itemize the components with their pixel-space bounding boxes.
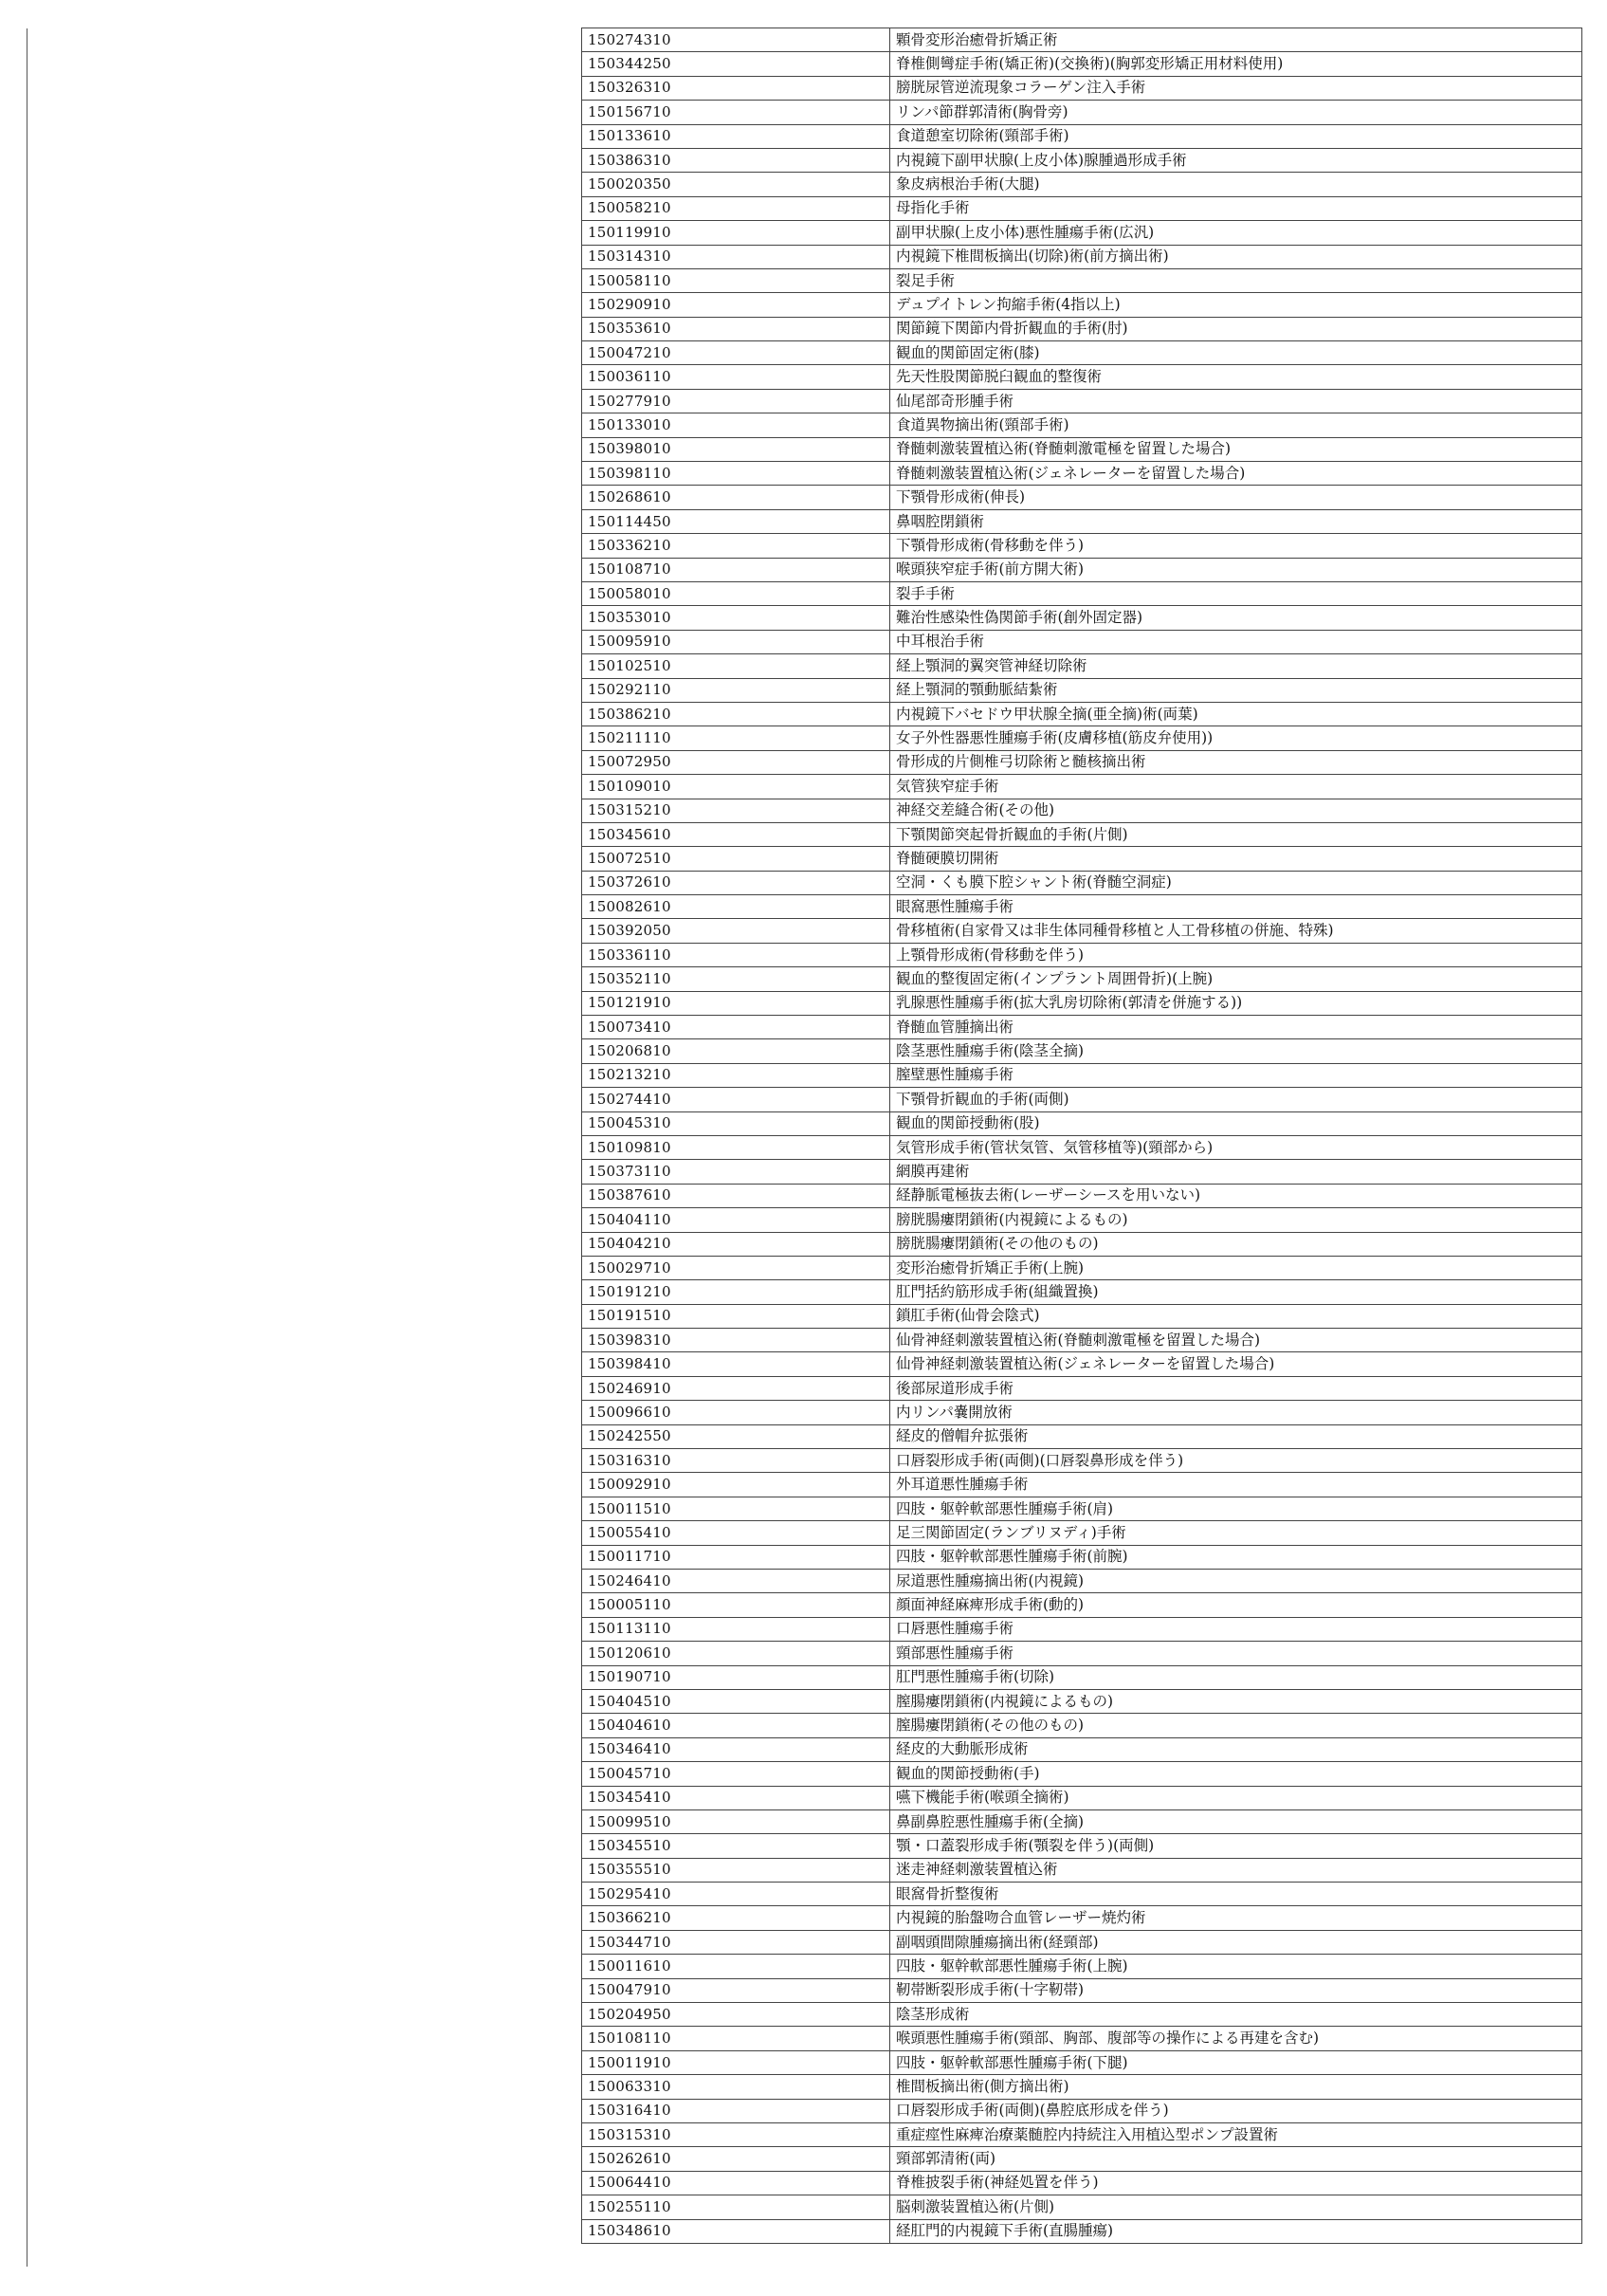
table-row — [582, 2122, 1582, 2146]
procedure-code-cell: 150277910 — [582, 389, 890, 413]
procedure-name-cell: 陰茎形成術 — [890, 2003, 1582, 2027]
procedure-code-cell: 150355510 — [582, 1858, 890, 1882]
procedure-name-cell: 内視鏡下バセドウ甲状腺全摘(亜全摘)術(両葉) — [890, 702, 1582, 726]
table-row — [582, 1449, 1582, 1473]
procedure-code-cell: 150005110 — [582, 1593, 890, 1617]
procedure-code-cell: 150326310 — [582, 76, 890, 100]
procedure-name-cell: 足三関節固定(ランブリヌディ)手術 — [890, 1521, 1582, 1545]
procedure-name-cell: 迷走神経刺激装置植込術 — [890, 1858, 1582, 1882]
procedure-code-cell: 150404510 — [582, 1689, 890, 1713]
table-row — [582, 173, 1582, 196]
procedure-name-cell: 脊髄刺激装置植込術(ジェネレーターを留置した場合) — [890, 462, 1582, 486]
procedure-name-cell: 陰茎悪性腫瘍手術(陰茎全摘) — [890, 1039, 1582, 1063]
procedure-code-cell: 150404210 — [582, 1232, 890, 1256]
table-row — [582, 101, 1582, 124]
table-row — [582, 606, 1582, 630]
procedure-code-cell: 150011510 — [582, 1497, 890, 1520]
table-row — [582, 895, 1582, 919]
table-row — [582, 558, 1582, 581]
table-row — [582, 654, 1582, 678]
procedure-name-cell: 重症痙性麻痺治療薬髄腔内持続注入用植込型ポンプ設置術 — [890, 2122, 1582, 2146]
procedure-name-cell: 鼻副鼻腔悪性腫瘍手術(全摘) — [890, 1809, 1582, 1833]
table-row — [582, 1642, 1582, 1665]
procedure-code-cell: 150246410 — [582, 1570, 890, 1593]
table-row — [582, 2050, 1582, 2074]
table-row — [582, 1329, 1582, 1352]
procedure-code-cell: 150119910 — [582, 221, 890, 245]
procedure-name-cell: 経静脈電極抜去術(レーザーシースを用いない) — [890, 1184, 1582, 1207]
procedure-name-cell: 口唇裂形成手術(両側)(口唇裂鼻形成を伴う) — [890, 1449, 1582, 1473]
procedure-code-cell: 150398410 — [582, 1352, 890, 1376]
procedure-code-cell: 150063310 — [582, 2075, 890, 2099]
procedure-name-cell: 経上顎洞的翼突管神経切除術 — [890, 654, 1582, 678]
procedure-name-cell: 上顎骨形成術(骨移動を伴う) — [890, 943, 1582, 966]
procedure-code-cell: 150352110 — [582, 967, 890, 991]
procedure-name-cell: 口唇悪性腫瘍手術 — [890, 1617, 1582, 1641]
table-row — [582, 2099, 1582, 2122]
table-row — [582, 775, 1582, 799]
procedure-name-cell: 内視鏡的胎盤吻合血管レーザー焼灼術 — [890, 1906, 1582, 1930]
procedure-code-cell: 150045710 — [582, 1762, 890, 1786]
procedure-name-cell: 四肢・躯幹軟部悪性腫瘍手術(肩) — [890, 1497, 1582, 1520]
table-row — [582, 196, 1582, 220]
table-row — [582, 76, 1582, 100]
procedure-name-cell: 網膜再建術 — [890, 1160, 1582, 1184]
procedure-name-cell: 母指化手術 — [890, 196, 1582, 220]
procedure-code-cell: 150274310 — [582, 28, 890, 52]
procedure-name-cell: 下顎骨形成術(骨移動を伴う) — [890, 534, 1582, 558]
table-row — [582, 1809, 1582, 1833]
procedure-code-cell: 150036110 — [582, 365, 890, 389]
procedure-code-cell: 150345510 — [582, 1834, 890, 1858]
procedure-name-cell: 脊髄硬膜切開術 — [890, 847, 1582, 871]
table-row — [582, 1545, 1582, 1569]
procedure-name-cell: 内視鏡下副甲状腺(上皮小体)腺腫過形成手術 — [890, 148, 1582, 172]
table-row — [582, 943, 1582, 966]
procedure-name-cell: 女子外性器悪性腫瘍手術(皮膚移植(筋皮弁使用)) — [890, 726, 1582, 750]
table-row — [582, 293, 1582, 317]
table-row — [582, 1208, 1582, 1232]
table-row — [582, 124, 1582, 148]
table-row — [582, 1063, 1582, 1087]
procedure-code-cell: 150109810 — [582, 1135, 890, 1159]
procedure-code-cell: 150353010 — [582, 606, 890, 630]
procedure-name-cell: 四肢・躯幹軟部悪性腫瘍手術(上腕) — [890, 1955, 1582, 1978]
table-row — [582, 1930, 1582, 1954]
table-row — [582, 1737, 1582, 1761]
procedure-name-cell: 四肢・躯幹軟部悪性腫瘍手術(前腕) — [890, 1545, 1582, 1569]
procedure-code-cell: 150108710 — [582, 558, 890, 581]
table-row — [582, 389, 1582, 413]
procedure-code-cell: 150336110 — [582, 943, 890, 966]
procedure-name-cell: 膀胱腸瘻閉鎖術(その他のもの) — [890, 1232, 1582, 1256]
procedure-name-cell: 副甲状腺(上皮小体)悪性腫瘍手術(広汎) — [890, 221, 1582, 245]
procedure-code-cell: 150073410 — [582, 1016, 890, 1039]
procedure-code-cell: 150315310 — [582, 2122, 890, 2146]
procedure-code-cell: 150353610 — [582, 317, 890, 340]
table-row — [582, 1834, 1582, 1858]
procedure-code-cell: 150315210 — [582, 799, 890, 822]
procedure-code-cell: 150072510 — [582, 847, 890, 871]
procedure-name-cell: 頸部郭清術(両) — [890, 2147, 1582, 2171]
procedure-code-table — [581, 28, 1582, 2244]
procedure-code-cell: 150344710 — [582, 1930, 890, 1954]
procedure-code-cell: 150011910 — [582, 2050, 890, 2074]
procedure-name-cell: 口唇裂形成手術(両側)(鼻腔底形成を伴う) — [890, 2099, 1582, 2122]
procedure-name-cell: 裂足手術 — [890, 268, 1582, 292]
procedure-name-cell: 観血的関節固定術(膝) — [890, 341, 1582, 365]
procedure-name-cell: 眼窩悪性腫瘍手術 — [890, 895, 1582, 919]
procedure-code-cell: 150058110 — [582, 268, 890, 292]
procedure-name-cell: 鼻咽腔閉鎖術 — [890, 509, 1582, 533]
procedure-code-cell: 150295410 — [582, 1883, 890, 1906]
table-row — [582, 1497, 1582, 1520]
table-row — [582, 148, 1582, 172]
table-row — [582, 245, 1582, 268]
table-row — [582, 28, 1582, 52]
procedure-code-cell: 150398310 — [582, 1329, 890, 1352]
table-row — [582, 1135, 1582, 1159]
procedure-code-cell: 150029710 — [582, 1256, 890, 1279]
procedure-name-cell: 仙骨神経刺激装置植込術(ジェネレーターを留置した場合) — [890, 1352, 1582, 1376]
table-row — [582, 1111, 1582, 1135]
procedure-name-cell: 膀胱腸瘻閉鎖術(内視鏡によるもの) — [890, 1208, 1582, 1232]
procedure-code-cell: 150133010 — [582, 413, 890, 437]
table-row — [582, 799, 1582, 822]
table-row — [582, 365, 1582, 389]
table-row — [582, 2027, 1582, 2050]
procedure-name-cell: 観血的整復固定術(インプラント周囲骨折)(上腕) — [890, 967, 1582, 991]
procedure-name-cell: 脊椎側彎症手術(矯正術)(交換術)(胸郭変形矯正用材料使用) — [890, 52, 1582, 76]
table-row — [582, 991, 1582, 1015]
procedure-code-cell: 150292110 — [582, 678, 890, 702]
procedure-name-cell: 頸部悪性腫瘍手術 — [890, 1642, 1582, 1665]
procedure-code-cell: 150072950 — [582, 750, 890, 774]
procedure-code-cell: 150011610 — [582, 1955, 890, 1978]
table-row — [582, 1978, 1582, 2002]
procedure-code-cell: 150047910 — [582, 1978, 890, 2002]
procedure-code-cell: 150404610 — [582, 1714, 890, 1737]
procedure-name-cell: 脊髄刺激装置植込術(脊髄刺激電極を留置した場合) — [890, 437, 1582, 461]
procedure-name-cell: 脊髄血管腫摘出術 — [890, 1016, 1582, 1039]
procedure-code-table-body — [582, 28, 1582, 2244]
procedure-name-cell: 下顎関節突起骨折観血的手術(片側) — [890, 822, 1582, 846]
table-row — [582, 1304, 1582, 1328]
procedure-name-cell: 鎖肛手術(仙骨会陰式) — [890, 1304, 1582, 1328]
table-row — [582, 847, 1582, 871]
procedure-code-cell: 150316310 — [582, 1449, 890, 1473]
table-row — [582, 1088, 1582, 1111]
table-row — [582, 2147, 1582, 2171]
procedure-name-cell: 中耳根治手術 — [890, 630, 1582, 653]
table-row — [582, 1424, 1582, 1448]
procedure-code-cell: 150268610 — [582, 486, 890, 509]
procedure-name-cell: 骨移植術(自家骨又は非生体同種骨移植と人工骨移植の併施、特殊) — [890, 919, 1582, 943]
procedure-code-cell: 150206810 — [582, 1039, 890, 1063]
procedure-name-cell: 喉頭悪性腫瘍手術(頸部、胸部、腹部等の操作による再建を含む) — [890, 2027, 1582, 2050]
procedure-name-cell: 関節鏡下関節内骨折観血的手術(肘) — [890, 317, 1582, 340]
table-row — [582, 750, 1582, 774]
procedure-code-cell: 150113110 — [582, 1617, 890, 1641]
procedure-name-cell: 顎・口蓋裂形成手術(顎裂を伴う)(両側) — [890, 1834, 1582, 1858]
table-row — [582, 822, 1582, 846]
procedure-code-cell: 150348610 — [582, 2219, 890, 2243]
procedure-name-cell: 椎間板摘出術(側方摘出術) — [890, 2075, 1582, 2099]
procedure-name-cell: 食道異物摘出術(頸部手術) — [890, 413, 1582, 437]
procedure-code-cell: 150095910 — [582, 630, 890, 653]
procedure-code-cell: 150058210 — [582, 196, 890, 220]
procedure-name-cell: 膣腸瘻閉鎖術(その他のもの) — [890, 1714, 1582, 1737]
procedure-name-cell: 観血的関節授動術(股) — [890, 1111, 1582, 1135]
table-row — [582, 268, 1582, 292]
procedure-name-cell: 膀胱尿管逆流現象コラーゲン注入手術 — [890, 76, 1582, 100]
table-row — [582, 1039, 1582, 1063]
procedure-code-cell: 150204950 — [582, 2003, 890, 2027]
procedure-code-cell: 150211110 — [582, 726, 890, 750]
procedure-code-cell: 150055410 — [582, 1521, 890, 1545]
procedure-code-cell: 150255110 — [582, 2195, 890, 2219]
table-row — [582, 1521, 1582, 1545]
procedure-name-cell: 脊椎披裂手術(神経処置を伴う) — [890, 2171, 1582, 2195]
procedure-code-cell: 150274410 — [582, 1088, 890, 1111]
procedure-code-cell: 150242550 — [582, 1424, 890, 1448]
procedure-name-cell: 裂手手術 — [890, 581, 1582, 605]
table-row — [582, 871, 1582, 894]
procedure-code-cell: 150398110 — [582, 462, 890, 486]
procedure-name-cell: 象皮病根治手術(大腿) — [890, 173, 1582, 196]
procedure-code-cell: 150102510 — [582, 654, 890, 678]
procedure-code-cell: 150191210 — [582, 1280, 890, 1304]
procedure-code-cell: 150314310 — [582, 245, 890, 268]
table-row — [582, 221, 1582, 245]
table-row — [582, 1955, 1582, 1978]
procedure-code-cell: 150387610 — [582, 1184, 890, 1207]
procedure-code-cell: 150109010 — [582, 775, 890, 799]
table-row — [582, 52, 1582, 76]
procedure-code-cell: 150386310 — [582, 148, 890, 172]
table-row — [582, 413, 1582, 437]
procedure-name-cell: 空洞・くも膜下腔シャント術(脊髄空洞症) — [890, 871, 1582, 894]
procedure-name-cell: 乳腺悪性腫瘍手術(拡大乳房切除術(郭清を併施する)) — [890, 991, 1582, 1015]
procedure-name-cell: 骨形成的片側椎弓切除術と髄核摘出術 — [890, 750, 1582, 774]
procedure-code-cell: 150082610 — [582, 895, 890, 919]
procedure-code-cell: 150386210 — [582, 702, 890, 726]
procedure-code-cell: 150045310 — [582, 1111, 890, 1135]
procedure-code-cell: 150373110 — [582, 1160, 890, 1184]
table-row — [582, 1256, 1582, 1279]
procedure-code-cell: 150121910 — [582, 991, 890, 1015]
procedure-code-cell: 150020350 — [582, 173, 890, 196]
table-row — [582, 2195, 1582, 2219]
procedure-code-cell: 150156710 — [582, 101, 890, 124]
procedure-code-cell: 150190710 — [582, 1665, 890, 1689]
table-row — [582, 1184, 1582, 1207]
procedure-code-cell: 150398010 — [582, 437, 890, 461]
procedure-code-cell: 150047210 — [582, 341, 890, 365]
procedure-name-cell: 副咽頭間隙腫瘍摘出術(経頸部) — [890, 1930, 1582, 1954]
procedure-code-cell: 150246910 — [582, 1376, 890, 1400]
procedure-name-cell: 変形治癒骨折矯正手術(上腕) — [890, 1256, 1582, 1279]
table-row — [582, 2003, 1582, 2027]
procedure-name-cell: 食道憩室切除術(頸部手術) — [890, 124, 1582, 148]
table-row — [582, 1689, 1582, 1713]
procedure-name-cell: 肛門悪性腫瘍手術(切除) — [890, 1665, 1582, 1689]
table-row — [582, 678, 1582, 702]
procedure-code-cell: 150058010 — [582, 581, 890, 605]
procedure-name-cell: 肛門括約筋形成手術(組織置換) — [890, 1280, 1582, 1304]
table-row — [582, 2171, 1582, 2195]
table-row — [582, 462, 1582, 486]
procedure-code-cell: 150290910 — [582, 293, 890, 317]
procedure-name-cell: 下顎骨形成術(伸長) — [890, 486, 1582, 509]
procedure-name-cell: 経皮的僧帽弁拡張術 — [890, 1424, 1582, 1448]
procedure-name-cell: 喉頭狭窄症手術(前方開大術) — [890, 558, 1582, 581]
table-row — [582, 726, 1582, 750]
table-row — [582, 1762, 1582, 1786]
procedure-code-cell: 150191510 — [582, 1304, 890, 1328]
table-row — [582, 1617, 1582, 1641]
procedure-code-cell: 150108110 — [582, 2027, 890, 2050]
procedure-code-cell: 150092910 — [582, 1473, 890, 1497]
procedure-name-cell: 神経交差縫合術(その他) — [890, 799, 1582, 822]
procedure-name-cell: 後部尿道形成手術 — [890, 1376, 1582, 1400]
procedure-code-cell: 150372610 — [582, 871, 890, 894]
table-row — [582, 1376, 1582, 1400]
table-row — [582, 1401, 1582, 1424]
procedure-name-cell: 顔面神経麻痺形成手術(動的) — [890, 1593, 1582, 1617]
table-row — [582, 1473, 1582, 1497]
procedure-code-cell: 150114450 — [582, 509, 890, 533]
table-row — [582, 317, 1582, 340]
procedure-name-cell: 膣腸瘻閉鎖術(内視鏡によるもの) — [890, 1689, 1582, 1713]
table-row — [582, 1160, 1582, 1184]
procedure-name-cell: 難治性感染性偽関節手術(創外固定器) — [890, 606, 1582, 630]
procedure-code-cell: 150262610 — [582, 2147, 890, 2171]
procedure-code-cell: 150064410 — [582, 2171, 890, 2195]
table-row — [582, 1883, 1582, 1906]
procedure-name-cell: 嚥下機能手術(喉頭全摘術) — [890, 1786, 1582, 1809]
procedure-name-cell: 観血的関節授動術(手) — [890, 1762, 1582, 1786]
procedure-name-cell: 靭帯断裂形成手術(十字靭帯) — [890, 1978, 1582, 2002]
table-row — [582, 341, 1582, 365]
table-row — [582, 1593, 1582, 1617]
procedure-name-cell: 眼窩骨折整復術 — [890, 1883, 1582, 1906]
table-row — [582, 702, 1582, 726]
table-row — [582, 2075, 1582, 2099]
procedure-name-cell: デュプイトレン拘縮手術(4指以上) — [890, 293, 1582, 317]
table-row — [582, 1016, 1582, 1039]
table-row — [582, 1786, 1582, 1809]
procedure-name-cell: 内視鏡下椎間板摘出(切除)術(前方摘出術) — [890, 245, 1582, 268]
procedure-code-cell: 150344250 — [582, 52, 890, 76]
procedure-code-cell: 150366210 — [582, 1906, 890, 1930]
procedure-code-cell: 150099510 — [582, 1809, 890, 1833]
procedure-code-cell: 150336210 — [582, 534, 890, 558]
table-row — [582, 919, 1582, 943]
procedure-code-cell: 150346410 — [582, 1737, 890, 1761]
procedure-name-cell: 脳刺激装置植込術(片側) — [890, 2195, 1582, 2219]
table-row — [582, 437, 1582, 461]
procedure-code-cell: 150096610 — [582, 1401, 890, 1424]
table-row — [582, 1280, 1582, 1304]
procedure-code-cell: 150011710 — [582, 1545, 890, 1569]
procedure-name-cell: 気管狭窄症手術 — [890, 775, 1582, 799]
table-row — [582, 2219, 1582, 2243]
table-row — [582, 509, 1582, 533]
procedure-name-cell: 下顎骨折観血的手術(両側) — [890, 1088, 1582, 1111]
procedure-name-cell: 仙尾部奇形腫手術 — [890, 389, 1582, 413]
procedure-code-cell: 150392050 — [582, 919, 890, 943]
table-row — [582, 1714, 1582, 1737]
procedure-code-cell: 150120610 — [582, 1642, 890, 1665]
procedure-code-cell: 150345610 — [582, 822, 890, 846]
table-row — [582, 534, 1582, 558]
table-row — [582, 1352, 1582, 1376]
table-row — [582, 1232, 1582, 1256]
procedure-name-cell: リンパ節群郭清術(胸骨旁) — [890, 101, 1582, 124]
table-row — [582, 1665, 1582, 1689]
procedure-code-cell: 150316410 — [582, 2099, 890, 2122]
procedure-name-cell: 経皮的大動脈形成術 — [890, 1737, 1582, 1761]
procedure-name-cell: 仙骨神経刺激装置植込術(脊髄刺激電極を留置した場合) — [890, 1329, 1582, 1352]
table-row — [582, 630, 1582, 653]
procedure-code-cell: 150345410 — [582, 1786, 890, 1809]
procedure-name-cell: 内リンパ嚢開放術 — [890, 1401, 1582, 1424]
procedure-name-cell: 経上顎洞的顎動脈結紮術 — [890, 678, 1582, 702]
procedure-code-cell: 150133610 — [582, 124, 890, 148]
procedure-name-cell: 四肢・躯幹軟部悪性腫瘍手術(下腿) — [890, 2050, 1582, 2074]
procedure-name-cell: 経肛門的内視鏡下手術(直腸腫瘍) — [890, 2219, 1582, 2243]
table-row — [582, 581, 1582, 605]
table-row — [582, 1906, 1582, 1930]
table-row — [582, 486, 1582, 509]
procedure-name-cell: 先天性股関節脱臼観血的整復術 — [890, 365, 1582, 389]
procedure-name-cell: 膣壁悪性腫瘍手術 — [890, 1063, 1582, 1087]
procedure-name-cell: 外耳道悪性腫瘍手術 — [890, 1473, 1582, 1497]
table-row — [582, 1570, 1582, 1593]
procedure-name-cell: 気管形成手術(管状気管、気管移植等)(頸部から) — [890, 1135, 1582, 1159]
procedure-name-cell: 尿道悪性腫瘍摘出術(内視鏡) — [890, 1570, 1582, 1593]
procedure-code-cell: 150404110 — [582, 1208, 890, 1232]
table-row — [582, 967, 1582, 991]
procedure-code-cell: 150213210 — [582, 1063, 890, 1087]
table-row — [582, 1858, 1582, 1882]
procedure-name-cell: 顆骨変形治癒骨折矯正術 — [890, 28, 1582, 52]
